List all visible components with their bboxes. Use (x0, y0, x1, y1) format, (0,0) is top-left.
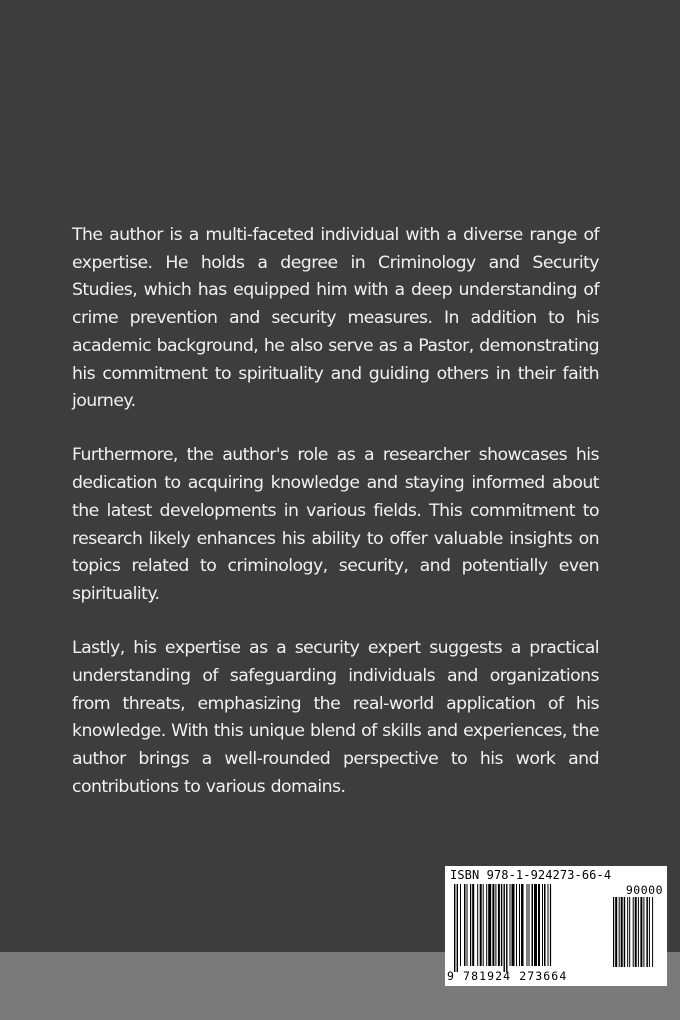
barcode-digits: 9 781924 273664 (447, 969, 568, 983)
isbn-label: ISBN 978-1-924273-66-4 (450, 868, 612, 882)
price-code: 90000 (625, 883, 663, 897)
barcode-bars (454, 884, 610, 972)
back-cover-text (72, 222, 599, 828)
paragraph-2: Furthermore, the author's role as a researcher showcases his dedication to acquiring knowledge and staying informed about the latest developments in various fields. This commitment to research likely enhances his ability to offer valuable insights on topics related to criminology, security, and potentially even spirituality. (72, 445, 599, 604)
addon-barcode-bars (613, 897, 661, 969)
isbn-barcode (445, 866, 667, 986)
paragraph-3: Lastly, his expertise as a security expert suggests a practical understanding of safeguarding individuals and organizations from threats, emphasizing the real-world application of his knowledge. With this unique blend of skills and experiences, the author brings a well-rounded perspective to his work and contributions to various domains. (72, 638, 599, 797)
paragraph-1: The author is a multi-faceted individual with a diverse range of expertise. He holds a degree in Criminology and Security Studies, which has equipped him with a deep understanding of crime prevention and security measures. In addition to his academic background, he also serve as a Pastor, demonstrating his commitment to spirituality and guiding others in their faith journey. (72, 225, 599, 412)
